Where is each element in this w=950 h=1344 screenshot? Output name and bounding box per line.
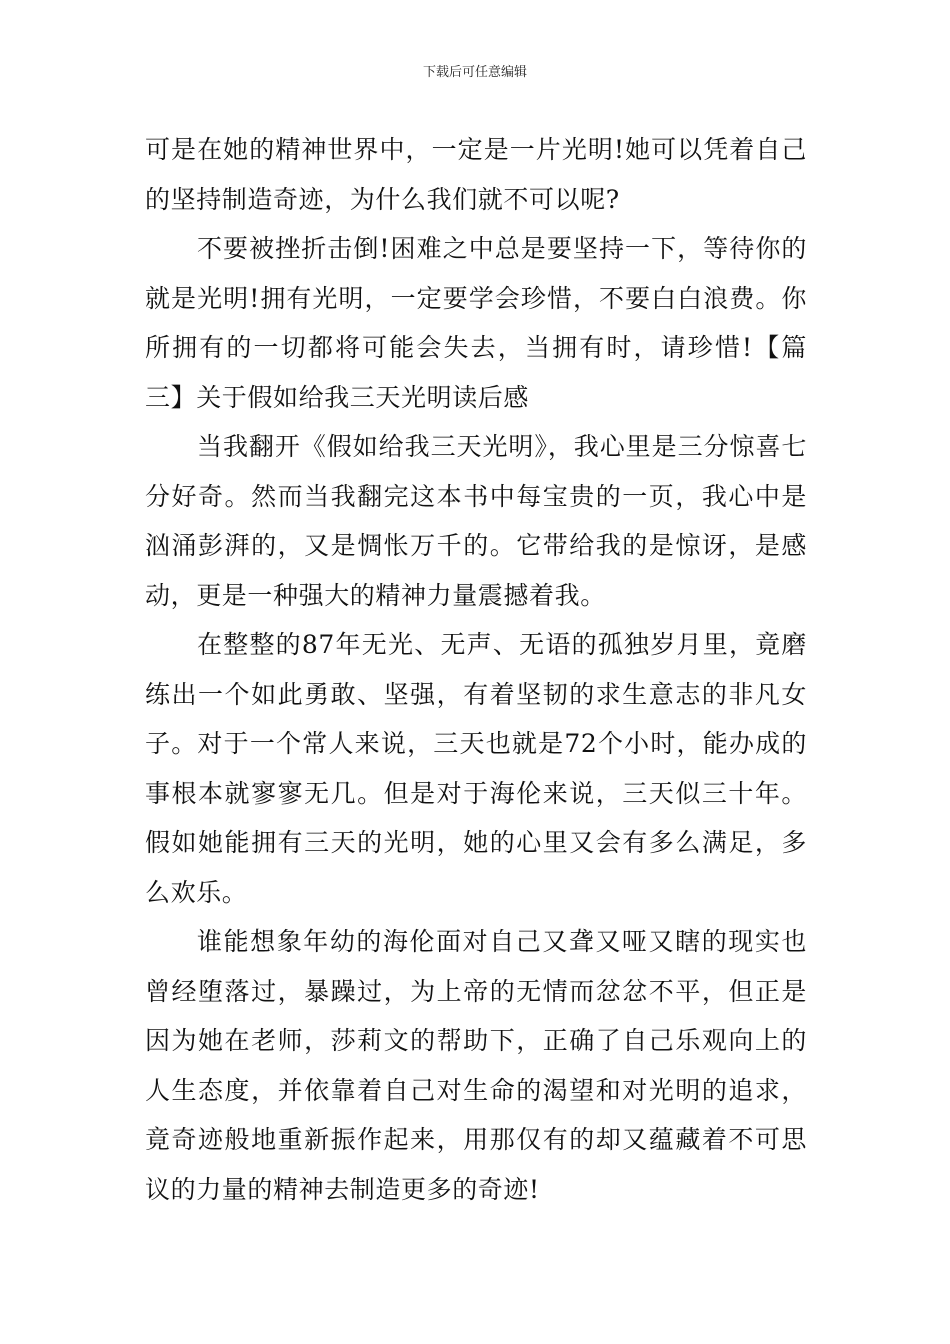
document-body [145, 125, 807, 1214]
paragraph-5: 谁能想象年幼的海伦面对自己又聋又哑又瞎的现实也曾经堕落过，暴躁过，为上帝的无情而忿忿不平，但正是因为她在老师，莎莉文的帮助下，正确了自己乐观向上的人生态度，并依靠着自己对生命的渴望和对光明的追求，竟奇迹般地重新振作起来，用那仅有的却又蕴藏着不可思议的力量的精神去制造更多的奇迹! [145, 927, 807, 1204]
page-header-caption: 下载后可任意编辑 [422, 65, 527, 80]
paragraph-1: 可是在她的精神世界中，一定是一片光明!她可以凭着自己的坚持制造奇迹，为什么我们就不可以呢? [145, 135, 807, 214]
paragraph-2: 不要被挫折击倒!困难之中总是要坚持一下，等待你的就是光明!拥有光明，一定要学会珍惜，不要白白浪费。你所拥有的一切都将可能会失去，当拥有时，请珍惜!【篇三】关于假如给我三天光明读后感 [145, 234, 807, 412]
paragraph-3: 当我翻开《假如给我三天光明》，我心里是三分惊喜七分好奇。然而当我翻完这本书中每宝贵的一页，我心中是汹涌彭湃的，又是惆怅万千的。它带给我的是惊讶，是感动，更是一种强大的精神力量震撼着我。 [145, 432, 807, 610]
paragraph-4: 在整整的87年无光、无声、无语的孤独岁月里，竟磨练出一个如此勇敢、坚强，有着坚韧的求生意志的非凡女子。对于一个常人来说，三天也就是72个小时，能办成的事根本就寥寥无几。但是对于海伦来说，三天似三十年。假如她能拥有三天的光明，她的心里又会有多么满足，多么欢乐。 [145, 630, 807, 907]
